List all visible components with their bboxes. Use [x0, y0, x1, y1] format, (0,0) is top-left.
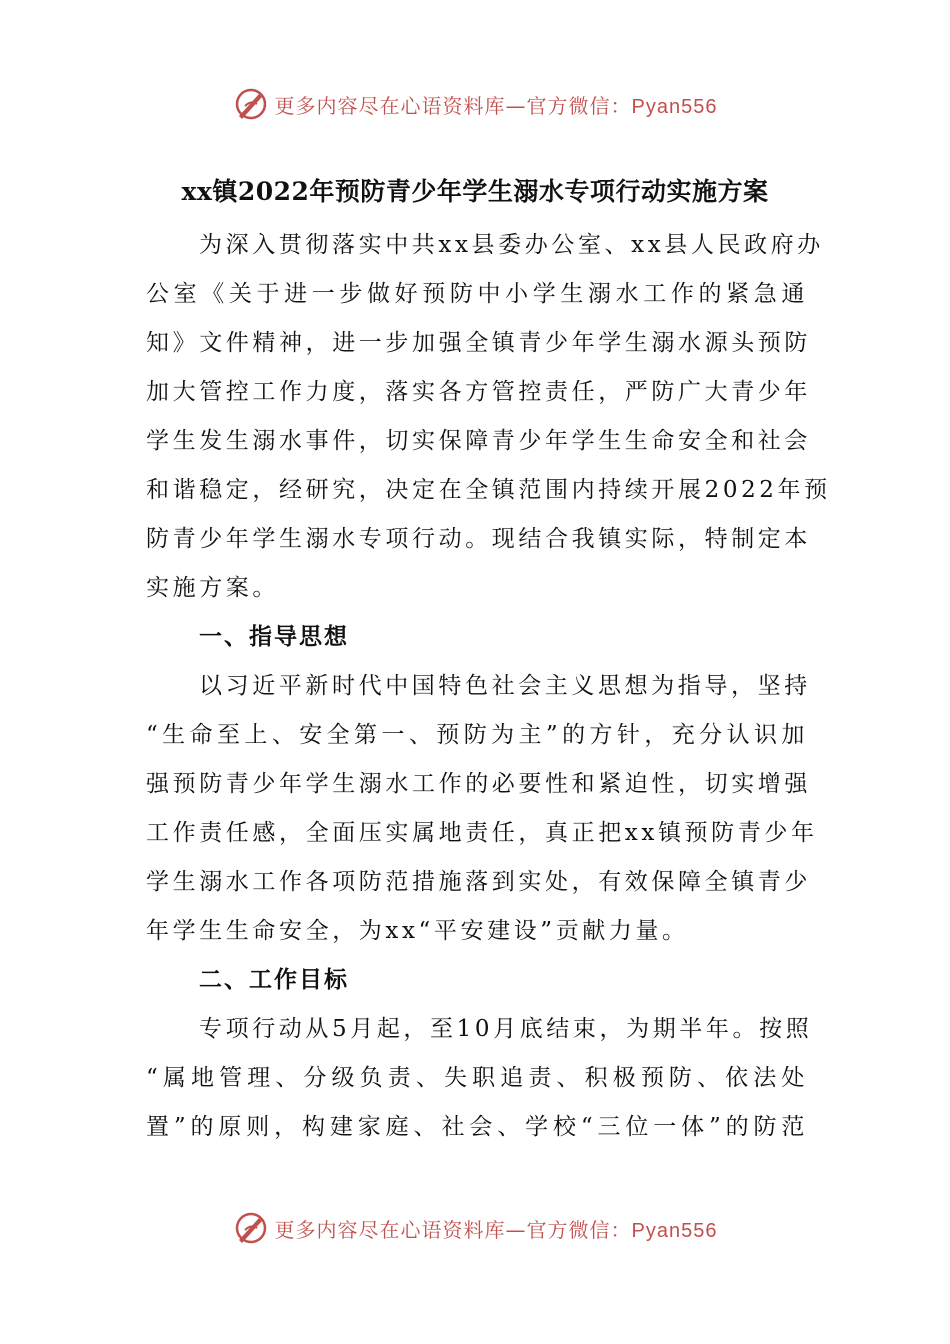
- watermark-header: [0, 84, 950, 124]
- section-heading-work-goals: 二、工作目标: [199, 967, 349, 993]
- work-goals-paragraph: 专项行动从5月起，至10月底结束，为期半年。按照 “属地管理、分级负责、失职追责、积极预防、依法处 置”的原则，构建家庭、社会、学校“三位一体”的防范: [146, 1016, 813, 1140]
- watermark-text: 更多内容尽在心语资料库—官方微信：Pyan556: [274, 93, 718, 118]
- guiding-ideology-paragraph: 以习近平新时代中国特色社会主义思想为指导，坚持 “生命至上、安全第一、预防为主”的方针，充分认识加 强预防青少年学生溺水工作的必要性和紧迫性，切实增强 工作责任感，全面压实属地责任，真正把xx镇预防青少年 学生溺水工作各项防范措施落到实处，有效保障全镇青少 年学生生命安全，为xx“平安建设”贡献力量。: [146, 673, 818, 944]
- document-title: xx镇2022年预防青少年学生溺水专项行动实施方案: [181, 177, 769, 206]
- watermark-footer: [0, 1208, 950, 1248]
- pen-logo-icon: [233, 1210, 269, 1246]
- pen-logo-icon: [233, 86, 269, 122]
- document-body: [146, 221, 831, 1152]
- section-heading-guiding-ideology: 一、指导思想: [199, 624, 349, 650]
- intro-paragraph: 为深入贯彻落实中共xx县委办公室、xx县人民政府办 公室《关于进一步做好预防中小学生溺水工作的紧急通 知》文件精神，进一步加强全镇青少年学生溺水源头预防 加大管控工作力度，落实各方管控责任，严防广大青少年 学生发生溺水事件，切实保障青少年学生生命安全和社会 和谐稳定，经研究，决定在全镇范围内持续开展2022年预 防青少年学生溺水专项行动。现结合我镇实际，特制定本 实施方案。: [146, 232, 831, 601]
- watermark-text: 更多内容尽在心语资料库—官方微信：Pyan556: [274, 1217, 718, 1242]
